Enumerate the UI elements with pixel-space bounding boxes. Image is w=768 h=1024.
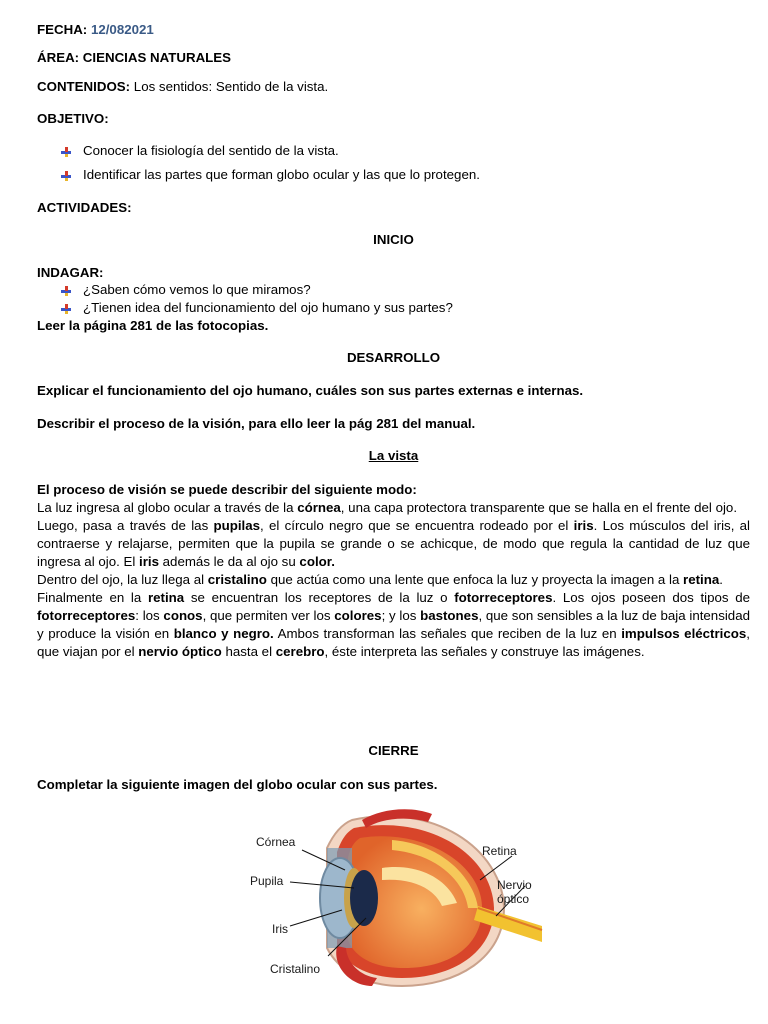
bullet-icon <box>59 145 73 159</box>
label-nervio-optico: Nervio óptico <box>497 878 532 906</box>
cierre-instruction: Completar la siguiente imagen del globo ocular con sus partes. <box>37 777 438 792</box>
desarrollo-title: DESARROLLO <box>346 350 441 365</box>
contenidos-line <box>37 78 328 96</box>
label-iris: Iris <box>272 922 288 936</box>
indagar-label: INDAGAR: <box>37 265 104 280</box>
vision-intro: El proceso de visión se puede describir del siguiente modo: <box>37 482 417 497</box>
area-heading: ÁREA: CIENCIAS NATURALES <box>37 50 232 65</box>
question-1: ¿Saben cómo vemos lo que miramos? <box>83 282 311 297</box>
contenidos-value: Los sentidos: Sentido de la vista. <box>133 79 329 94</box>
contenidos-label: CONTENIDOS: <box>37 79 131 94</box>
bullet-icon <box>59 284 73 298</box>
leer-instruction: Leer la página 281 de las fotocopias. <box>37 318 269 333</box>
label-retina: Retina <box>482 844 517 858</box>
inicio-title: INICIO <box>373 232 414 247</box>
question-2: ¿Tienen idea del funcionamiento del ojo humano y sus partes? <box>83 300 453 315</box>
fecha-line <box>37 21 154 39</box>
fecha-label: FECHA: <box>37 22 88 37</box>
actividades-label: ACTIVIDADES: <box>37 200 132 215</box>
desarrollo-p2: Describir el proceso de la visión, para ello leer la pág 281 del manual. <box>37 416 476 431</box>
eye-diagram <box>242 808 544 988</box>
label-cornea: Córnea <box>256 835 296 849</box>
objetivo-item-2: Identificar las partes que forman globo ocular y las que lo protegen. <box>83 167 480 182</box>
objetivo-label: OBJETIVO: <box>37 111 109 126</box>
vision-sentence-2: Luego, pasa a través de las pupilas, el círculo negro que se encuentra rodeado por el iris. Los músculos del iris, al contraerse y relajarse, permiten que la pupila se grande o se achicque, de modo que regula la cantidad de luz que ingresa al ojo. El iris además le da al ojo su color. <box>37 518 750 569</box>
fecha-value: 12/082021 <box>90 22 154 37</box>
la-vista-title: La vista <box>368 448 419 463</box>
vision-sentence-1: La luz ingresa al globo ocular a través de la córnea, una capa protectora transparente que se halla en el frente del ojo. <box>37 500 738 515</box>
label-cristalino: Cristalino <box>270 962 321 976</box>
objetivo-item-1: Conocer la fisiología del sentido de la vista. <box>83 143 339 158</box>
bullet-icon <box>59 302 73 316</box>
vision-sentence-3: Dentro del ojo, la luz llega al cristalino que actúa como una lente que enfoca la luz y proyecta la imagen a la retina. <box>37 572 723 587</box>
desarrollo-p1: Explicar el funcionamiento del ojo humano, cuáles son sus partes externas e internas. <box>37 383 584 398</box>
bullet-icon <box>59 169 73 183</box>
vision-text <box>37 481 750 661</box>
label-pupila: Pupila <box>250 874 284 888</box>
vision-sentence-4: Finalmente en la retina se encuentran los receptores de la luz o fotorreceptores. Los ojos poseen dos tipos de fotorreceptores: los conos, que permiten ver los colores; y los bastones, que son sensibles a la luz de baja intensidad y produce la visión en blanco y negro. Ambos transforman las señales que reciben de la luz en impulsos eléctricos, que viajan por el nervio óptico hasta el cerebro, éste interpreta las señales y construye las imágenes. <box>37 590 751 659</box>
cierre-title: CIERRE <box>368 743 419 758</box>
